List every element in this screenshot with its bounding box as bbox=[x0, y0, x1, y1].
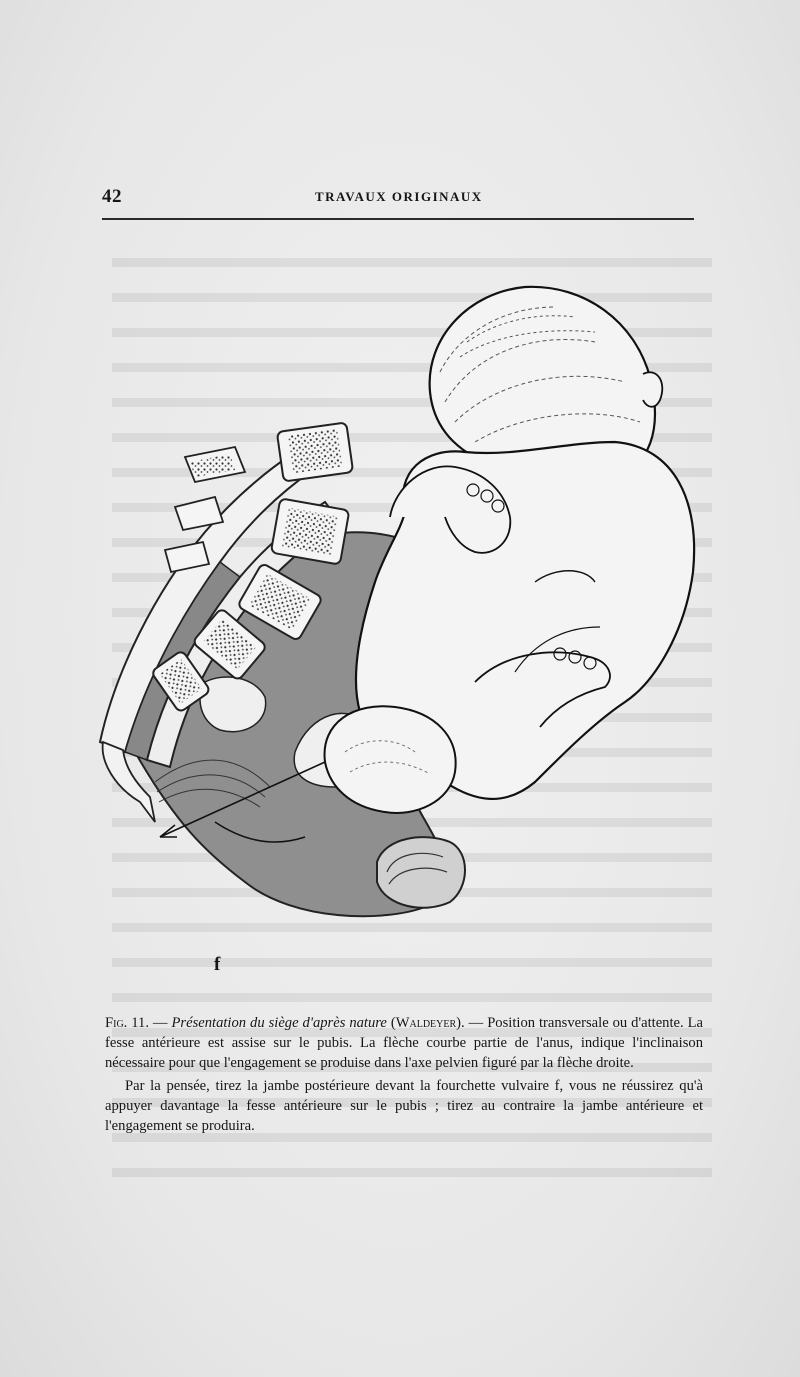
figure-author: (Waldeyer). bbox=[390, 1015, 465, 1031]
caption-paragraph-1 bbox=[105, 1013, 703, 1073]
figure-number: Fig. 11. — bbox=[105, 1015, 168, 1031]
page-number: 42 bbox=[102, 186, 122, 207]
caption-text-1: — Position transversale ou d'attente. La fesse antérieure est assise sur le pubis. La flèche courbe partie de l'anus, indique l'inclinaison nécessaire pour que l'engagement se produise dans l'axe pelvien figuré par la flèche droite. bbox=[105, 1015, 703, 1071]
page-header bbox=[102, 186, 694, 210]
figure-label-f: f bbox=[214, 954, 221, 975]
figure-title: Présentation du siège d'après nature bbox=[171, 1015, 387, 1031]
running-head: TRAVAUX ORIGINAUX bbox=[315, 189, 483, 204]
caption-paragraph-2: Par la pensée, tirez la jambe postérieure devant la fourchette vulvaire f, vous ne réussirez qu'à appuyer davantage la fesse antérieure sur le pubis ; tirez au contraire la jambe antérieure et l'engagement se produira. bbox=[105, 1078, 703, 1134]
header-rule bbox=[102, 218, 694, 220]
anatomical-illustration bbox=[95, 282, 705, 922]
pubis bbox=[377, 837, 465, 908]
figure-caption bbox=[105, 1013, 703, 1136]
